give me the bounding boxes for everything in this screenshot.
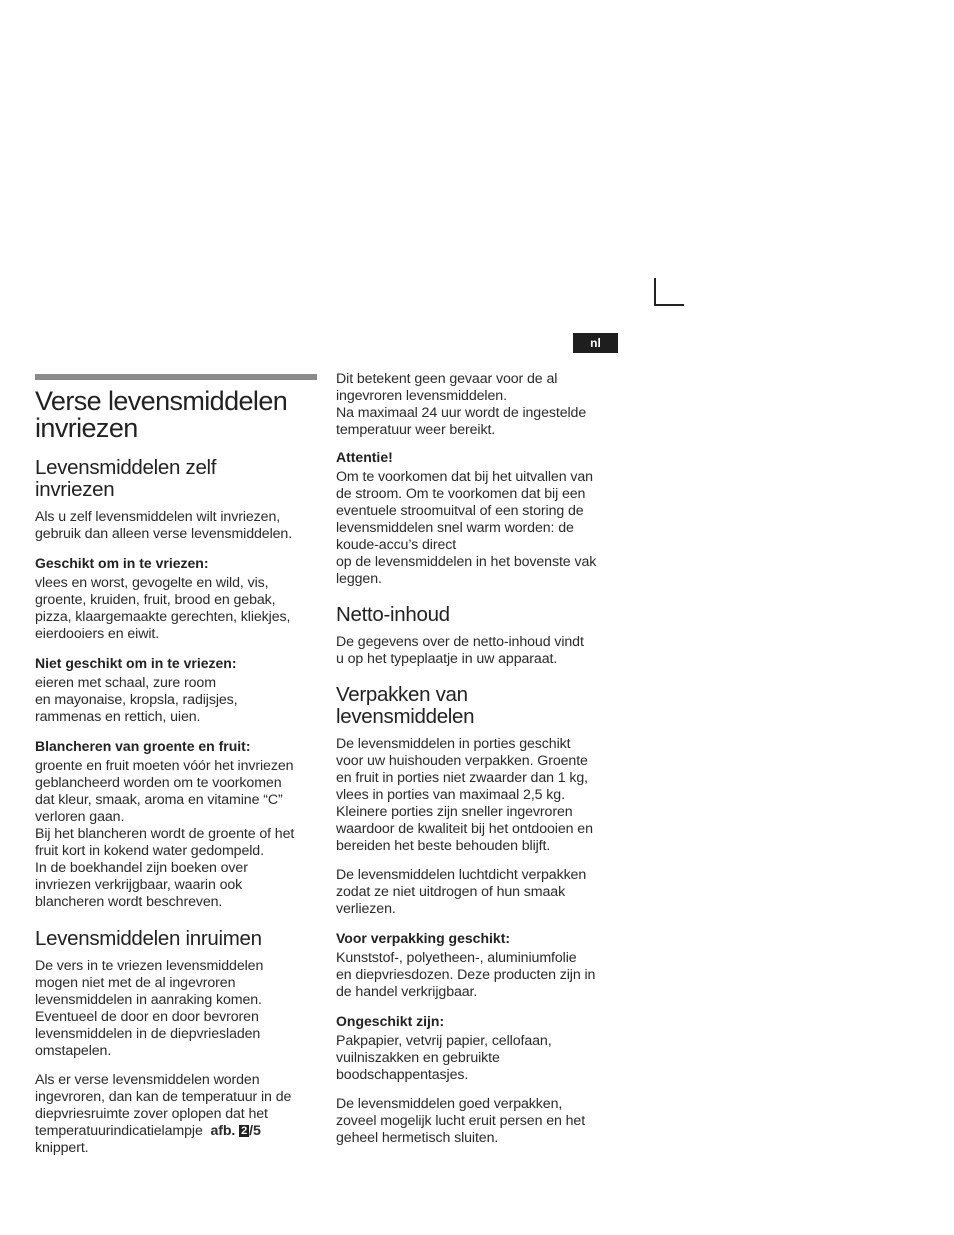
voor-verpakking-text: Kunststof-, polyetheen-, aluminiumfolie en diepvriesdozen. Deze producten zijn in de handel verkrijgbaar. bbox=[336, 950, 596, 1000]
inruimen-paragraph-2: Als er verse levensmiddelen worden ingevroren, dan kan de temperatuur in de diepvriesruimte zover oplopen dat het temperatuurindicatielampje afb. 2 /5 knippert. bbox=[35, 1072, 292, 1156]
blancheren-label: Blancheren van groente en fruit: bbox=[35, 738, 251, 754]
attentie-label: Attentie! bbox=[336, 449, 393, 465]
voor-verpakking-label: Voor verpakking geschikt: bbox=[336, 930, 511, 946]
heading-zelf-invriezen: Levensmiddelen zelf invriezen bbox=[35, 456, 217, 501]
continuation-paragraph: Dit betekent geen gevaar voor de al ingevroren levensmiddelen. Na maximaal 24 uur wordt de ingestelde temperatuur weer bereikt. bbox=[336, 371, 587, 438]
geschikt-label: Geschikt om in te vriezen: bbox=[35, 555, 209, 571]
inruimen-paragraph-1: De vers in te vriezen levensmiddelen mogen niet met de al ingevroren levensmiddelen in aanraking komen. Eventueel de door en door bevroren levensmiddelen in de diepvriesladen omstapelen. bbox=[35, 958, 264, 1059]
netto-text: De gegevens over de netto-inhoud vindt u op het typeplaatje in uw apparaat. bbox=[336, 634, 584, 667]
page-title: Verse levensmiddelen invriezen bbox=[35, 386, 288, 443]
left-column bbox=[35, 374, 317, 1169]
blancheren-text: groente en fruit moeten vóór het invriezen geblancheerd worden om te voorkomen dat kleur, smaak, aroma en vitamine “C” verloren gaan. Bij het blancheren wordt de groente of het fruit kort in kokend water gedompeld. In de boekhandel zijn boeken over invriezen verkrijgbaar, waarin ook blancheren wordt beschreven. bbox=[35, 758, 295, 910]
niet-geschikt-text: eieren met schaal, zure room en mayonaise, kropsla, radijsjes, rammenas en rettich, uien. bbox=[35, 675, 238, 725]
verpakken-paragraph-2: De levensmiddelen luchtdicht verpakken zodat ze niet uitdrogen of hun smaak verliezen. bbox=[336, 867, 587, 917]
ongeschikt-text: Pakpapier, vetvrij papier, cellofaan, vuilniszakken en gebruikte boodschappentasjes. bbox=[336, 1033, 552, 1083]
language-tab: nl bbox=[573, 333, 618, 353]
verpakken-paragraph-1: De levensmiddelen in porties geschikt voor uw huishouden verpakken. Groente en fruit in porties niet zwaarder dan 1 kg, vlees in porties van maximaal 2,5 kg. Kleinere porties zijn sneller ingevroren waardoor de kwaliteit bij het ontdooien en bereiden het beste behouden blijft. bbox=[336, 736, 593, 854]
figure-number-box: 2 bbox=[241, 1125, 248, 1137]
geschikt-text: vlees en worst, gevogelte en wild, vis, groente, kruiden, fruit, brood en gebak, pizza, klaargemaakte gerechten, kliekjes, eierdooiers en eiwit. bbox=[35, 575, 291, 642]
ongeschikt-label: Ongeschikt zijn: bbox=[336, 1013, 445, 1029]
right-column bbox=[336, 371, 620, 1159]
niet-geschikt-label: Niet geschikt om in te vriezen: bbox=[35, 655, 237, 671]
heading-netto-inhoud: Netto-inhoud bbox=[336, 603, 450, 626]
crop-mark-vertical bbox=[654, 278, 656, 306]
intro-paragraph: Als u zelf levensmiddelen wilt invriezen, gebruik dan alleen verse levensmiddelen. bbox=[35, 509, 293, 542]
heading-verpakken: Verpakken van levensmiddelen bbox=[336, 683, 475, 728]
heading-inruimen: Levensmiddelen inruimen bbox=[35, 927, 262, 950]
section-rule bbox=[35, 374, 317, 380]
crop-mark-horizontal bbox=[654, 304, 684, 306]
final-paragraph: De levensmiddelen goed verpakken, zoveel mogelijk lucht eruit persen en het geheel hermetisch sluiten. bbox=[336, 1096, 586, 1146]
figure-reference: afb. 2 /5 bbox=[210, 1123, 261, 1139]
attentie-text: Om te voorkomen dat bij het uitvallen van de stroom. Om te voorkomen dat bij een eventuele stroomuitval of een storing de levensmiddelen snel warm worden: de koude-accu’s direct op de levensmiddelen in het bovenste vak leggen. bbox=[336, 469, 597, 587]
